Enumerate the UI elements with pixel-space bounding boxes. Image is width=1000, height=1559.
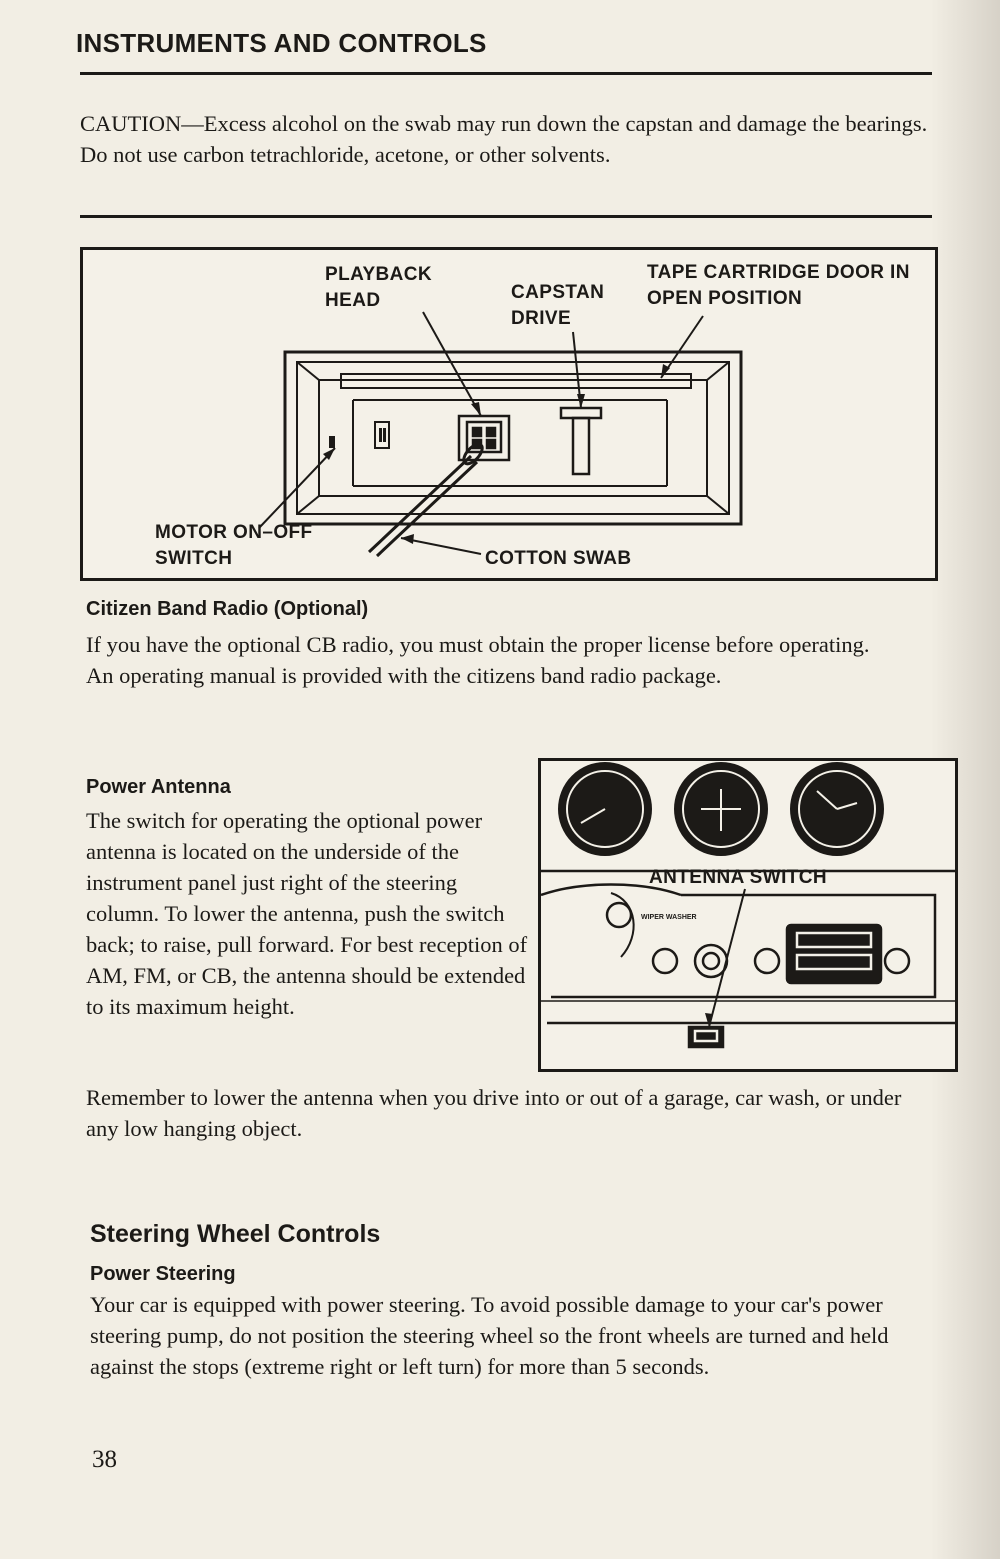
- label-motor-switch: MOTOR ON–OFF SWITCH: [155, 522, 313, 569]
- caution-paragraph: CAUTION—Excess alcohol on the swab may run down the capstan and damage the bearings. Do not use carbon tetrachloride, acetone, or other solvents.: [80, 111, 928, 167]
- power-steering-paragraph: Your car is equipped with power steering. To avoid possible damage to your car's power steering pump, do not position the steering wheel so the front wheels are turned and held against the stops (extreme right or left turn) for more than 5 seconds.: [90, 1292, 889, 1379]
- caution-rule: [80, 215, 932, 218]
- instrument-panel-illustration: [541, 761, 955, 1069]
- section-heading: INSTRUMENTS AND CONTROLS: [76, 28, 487, 58]
- wiper-washer-text: WIPER WASHER: [641, 914, 697, 921]
- label-cotton-swab: COTTON SWAB: [485, 548, 632, 569]
- power-antenna-heading: Power Antenna: [86, 776, 231, 798]
- speedometer-gauge: [559, 763, 651, 855]
- label-tape-door: TAPE CARTRIDGE DOOR IN OPEN POSITION: [647, 262, 910, 309]
- label-antenna-switch: ANTENNA SWITCH: [649, 867, 827, 888]
- label-capstan-drive: CAPSTAN DRIVE: [511, 282, 605, 329]
- label-playback-head: PLAYBACK HEAD: [325, 264, 433, 311]
- steering-controls-heading: Steering Wheel Controls: [90, 1220, 381, 1248]
- power-antenna-paragraph: The switch for operating the optional power antenna is located on the underside of the instrument panel just right of the steering column. To lower the antenna, push the switch back; to raise, pull forward. For best reception of AM, FM, or CB, the antenna should be extended to its maximum height.: [86, 808, 528, 1019]
- cb-radio-paragraph: If you have the optional CB radio, you must obtain the proper license before operating. An operating manual is provided with the citizens band radio package.: [86, 632, 870, 688]
- page-number: 38: [92, 1446, 117, 1473]
- power-steering-heading: Power Steering: [90, 1263, 236, 1285]
- top-rule: [80, 72, 932, 75]
- capstan-graphic: [561, 408, 601, 474]
- cb-radio-heading: Citizen Band Radio (Optional): [86, 598, 369, 620]
- antenna-reminder-paragraph: Remember to lower the antenna when you drive into or out of a garage, car wash, or under any low hanging object.: [86, 1085, 902, 1141]
- tape-cartridge-figure: [80, 247, 938, 581]
- antenna-switch-figure: [538, 758, 958, 1072]
- cotton-swab-graphic: [369, 441, 485, 556]
- motor-switch-graphic: [329, 422, 389, 448]
